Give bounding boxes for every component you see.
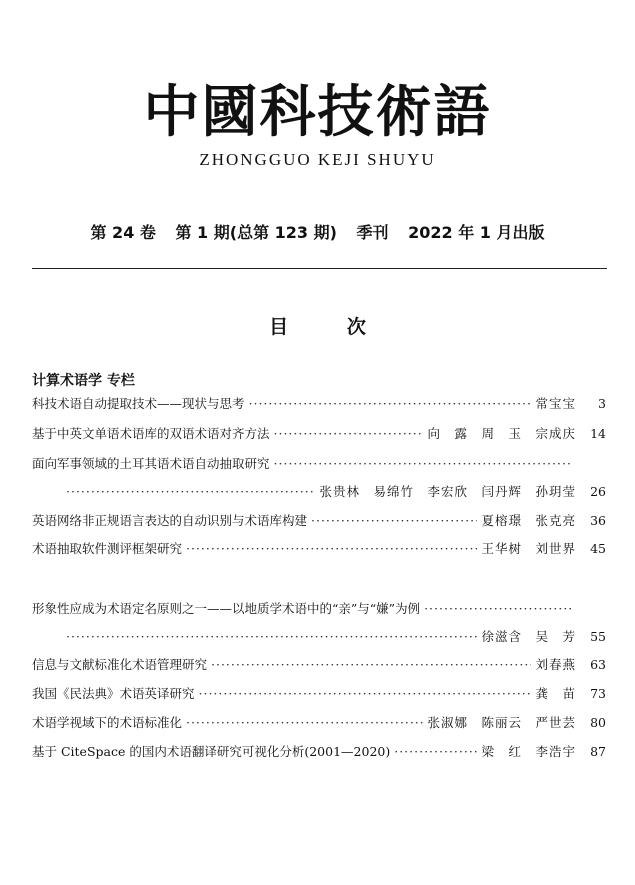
entry-page: 36 xyxy=(590,513,606,528)
issue-volume: 第 24 卷 xyxy=(90,223,156,242)
dot-leader xyxy=(394,743,477,761)
entry-page: 73 xyxy=(590,686,606,701)
entry-page: 63 xyxy=(590,657,606,672)
entry-authors: 龚 苗 xyxy=(535,686,576,701)
dot-leader xyxy=(186,714,423,732)
dot-leader xyxy=(199,685,532,703)
entry-authors: 张淑娜 陈丽云 严世芸 xyxy=(427,715,576,730)
entry-title: 术语学视域下的术语标准化 xyxy=(32,715,183,730)
toc-title xyxy=(0,312,635,339)
entry-page: 55 xyxy=(590,629,606,644)
dot-leader xyxy=(211,656,531,674)
entry-authors: 向 露 周 玉 宗成庆 xyxy=(427,426,576,441)
dot-leader xyxy=(274,455,572,473)
dot-leader xyxy=(186,540,477,558)
entry-authors: 徐滋含 吴 芳 xyxy=(481,629,576,644)
entry-title: 术语抽取软件测评框架研究 xyxy=(32,541,183,556)
section-heading: 计算术语学 专栏 xyxy=(32,373,135,389)
dot-leader xyxy=(311,512,477,530)
dot-leader xyxy=(249,395,532,413)
toc-entry-continuation[interactable] xyxy=(62,483,606,501)
dot-leader xyxy=(66,483,315,501)
entry-page: 14 xyxy=(590,426,606,441)
toc-entry[interactable] xyxy=(32,685,606,703)
toc-entry[interactable] xyxy=(32,600,606,618)
issue-date: 2022 年 1 月出版 xyxy=(408,223,545,242)
entry-authors: 夏榕璟 张克亮 xyxy=(481,513,576,528)
dot-leader xyxy=(274,425,424,443)
entry-authors: 梁 红 李浩宇 xyxy=(481,744,576,759)
dot-leader xyxy=(66,628,477,646)
entry-title: 我国《民法典》术语英译研究 xyxy=(32,686,195,701)
toc-entry[interactable] xyxy=(32,395,606,413)
entry-authors: 王华树 刘世界 xyxy=(481,541,576,556)
entry-page: 45 xyxy=(590,541,606,556)
toc-entry[interactable] xyxy=(32,425,606,443)
toc-title-char-1: 目 xyxy=(269,316,289,338)
entry-title: 基于中英文单语术语库的双语术语对齐方法 xyxy=(32,426,270,441)
entry-title: 基于 CiteSpace 的国内术语翻译研究可视化分析(2001—2020) xyxy=(32,744,391,759)
toc-entry[interactable] xyxy=(32,714,606,732)
entry-authors: 张贵林 易绵竹 李宏欣 闫丹辉 孙玥莹 xyxy=(319,484,576,499)
toc-entry-continuation[interactable] xyxy=(62,628,606,646)
toc-entry[interactable] xyxy=(32,455,606,473)
entry-page: 80 xyxy=(590,715,606,730)
toc-entry[interactable] xyxy=(32,540,606,558)
entry-title: 科技术语自动提取技术——现状与思考 xyxy=(32,396,245,411)
issue-frequency: 季刊 xyxy=(356,223,389,242)
entry-authors: 刘春燕 xyxy=(535,657,576,672)
toc-entry[interactable] xyxy=(32,743,606,761)
dot-leader xyxy=(424,600,572,618)
entry-page: 3 xyxy=(598,396,606,411)
entry-authors: 常宝宝 xyxy=(535,396,576,411)
journal-title-en: ZHONGGUO KEJI SHUYU xyxy=(199,150,436,169)
toc-entry[interactable] xyxy=(32,512,606,530)
issue-number: 第 1 期(总第 123 期) xyxy=(175,223,337,242)
entry-page: 87 xyxy=(590,744,606,759)
entry-page: 26 xyxy=(590,484,606,499)
entry-title: 面向军事领域的土耳其语术语自动抽取研究 xyxy=(32,456,270,471)
entry-title: 英语网络非正规语言表达的自动识别与术语库构建 xyxy=(32,513,308,528)
entry-title: 形象性应成为术语定名原则之一——以地质学术语中的“亲”与“嫌”为例 xyxy=(32,601,421,616)
toc-title-char-2: 次 xyxy=(346,316,366,338)
toc-entry[interactable] xyxy=(32,656,606,674)
entry-title: 信息与文献标准化术语管理研究 xyxy=(32,657,208,672)
masthead xyxy=(0,79,635,170)
issue-info xyxy=(0,220,635,243)
header-divider xyxy=(32,268,607,269)
journal-title-cn: 中國科技術語 xyxy=(143,79,492,145)
